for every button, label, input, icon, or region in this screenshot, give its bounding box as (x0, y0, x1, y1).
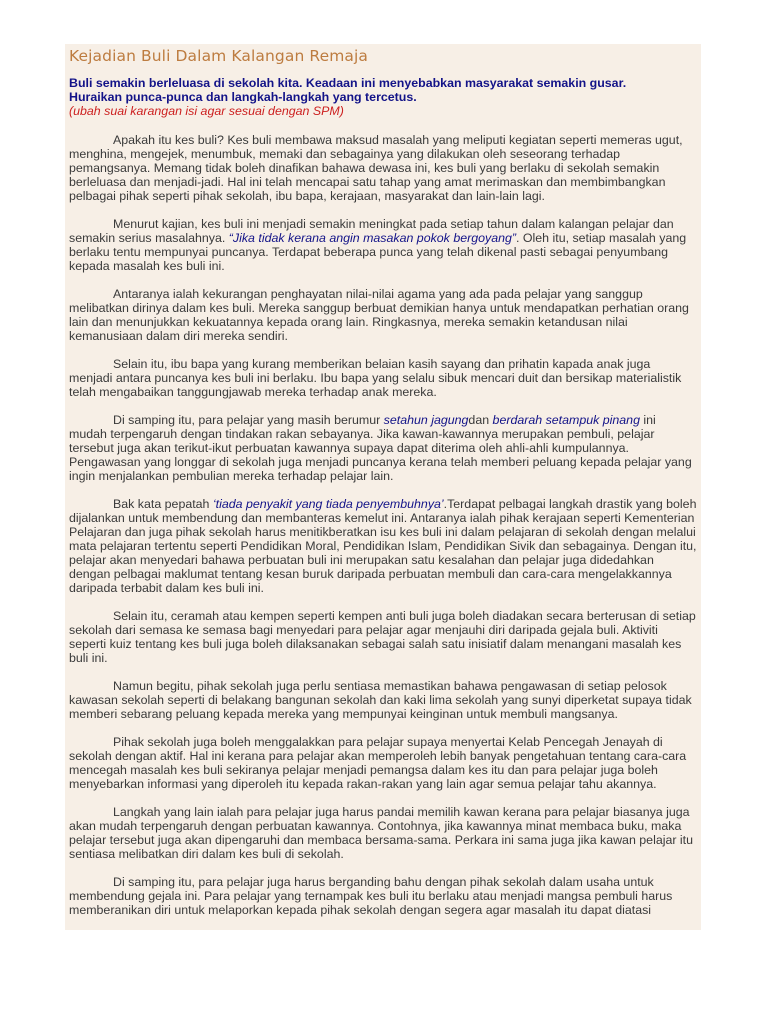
paragraph-10: Langkah yang lain ialah para pelajar juga harus pandai memilih kawan kerana para pelajar biasanya juga akan mudah terpengaruh dengan perbuatan kawannya. Contohnya, jika kawannya minat membaca buku, maka pelajar tersebut juga akan dipengaruhi dan membaca bersama-sama. Perkara ini sama juga jika kawan pelajar itu sentiasa melibatkan diri dalam kes buli di sekolah. (69, 805, 694, 861)
paragraph-2-text-b: . Oleh itu, setiap masalah yang berlaku tentu mempunyai puncanya. Terdapat beberapa punca yang telah dikenal pasti sebagai penyumbang kepada masalah kes buli ini. (69, 231, 687, 273)
paragraph-5-quote-2: berdarah setampuk pinang (492, 413, 640, 427)
paragraph-9: Pihak sekolah juga boleh menggalakkan para pelajar supaya menyertai Kelab Pencegah Jenayah di sekolah dengan aktif. Hal ini kerana para pelajar akan memperoleh lebih banyak pengetahuan tentang cara-cara mencegah masalah kes buli sekiranya pelajar menjadi pemangsa dalam kes itu dan para pelajar juga boleh menyebarkan informasi yang diperoleh itu kepada rakan-rakan yang lain agar semua pelajar tahu akannya. (69, 735, 687, 791)
paragraph-5 (69, 413, 697, 483)
paragraph-5-text-c: ini mudah terpengaruh dengan tindakan rakan sebayanya. Jika kawan-kawannya merupakan pembuli, pelajar tersebut juga akan terikut-ikut perbuatan kawannya supaya dapat diterima oleh ahli-ahli kumpulannya. Pengawasan yang longgar di sekolah juga menjadi puncanya kerana telah memberi peluang kepada pelajar yang ingin menjalankan pembulian mereka terhadap pelajar lain. (69, 413, 692, 483)
paragraph-2-quote: “Jika tidak kerana angin masakan pokok bergoyang” (228, 231, 516, 245)
paragraph-2 (69, 217, 697, 273)
paragraph-7: Selain itu, ceramah atau kempen seperti kempen anti buli juga boleh diadakan secara berterusan di setiap sekolah dari semasa ke semasa bagi menyedari para pelajar agar menjauhi diri daripada gejala buli. Aktiviti seperti kuiz tentang kes buli juga boleh dilaksanakan sebagai salah satu inisiatif dalam menangani masalah kes buli ini. (69, 609, 696, 665)
essay-question-line-1: Buli semakin berleluasa di sekolah kita. Keadaan ini menyebabkan masyarakat semakin gusar. (69, 76, 627, 90)
paragraph-5-quote-1: setahun jagung (383, 413, 469, 427)
essay-question (69, 76, 697, 104)
essay-note: (ubah suai karangan isi agar sesuai dengan SPM) (69, 104, 344, 118)
paragraph-6-text-b: .Terdapat pelbagai langkah drastik yang boleh dijalankan untuk membendung dan membanteras kemelut ini. Antaranya ialah pihak kerajaan seperti Kementerian Pelajaran dan juga pihak sekolah harus menitikberatkan isu kes buli ini dalam pelajaran di sekolah dengan melalui mata pelajaran tertentu seperti Pendidikan Moral, Pendidikan Islam, Pendidikan Sivik dan sebagainya. Dengan itu, pelajar akan menyedari bahawa perbuatan buli ini merupakan satu kesalahan dan pelajar juga didedahkan dengan pelbagai maklumat tentang kesan buruk daripada perbuatan membuli dan cara-cara mengelakkannya daripada terbabit dalam kes buli ini. (69, 497, 697, 595)
article-title: Kejadian Buli Dalam Kalangan Remaja (69, 47, 369, 65)
paragraph-4: Selain itu, ibu bapa yang kurang memberikan belaian kasih sayang dan prihatin kapada anak juga menjadi antara puncanya kes buli ini berlaku. Ibu bapa yang selalu sibuk mencari duit dan bersikap materialistik telah mengabaikan tanggungjawab mereka terhadap anak mereka. (69, 357, 682, 399)
article-page (65, 44, 701, 930)
paragraph-2-text-a: Menurut kajian, kes buli ini menjadi semakin meningkat pada setiap tahun dalam kalangan pelajar dan semakin serius masalahnya. (69, 217, 674, 245)
paragraph-6-quote: ‘tiada penyakit yang tiada penyembuhnya’ (212, 497, 444, 511)
paragraph-3: Antaranya ialah kekurangan penghayatan nilai-nilai agama yang ada pada pelajar yang sanggup melibatkan dirinya dalam kes buli. Mereka sanggup berbuat demikian hanya untuk mendapatkan perhatian orang lain dan menunjukkan kekuatannya kepada orang lain. Ringkasnya, mereka semakin ketandusan nilai kemanusiaan dalam diri mereka sendiri. (69, 287, 689, 343)
paragraph-8: Namun begitu, pihak sekolah juga perlu sentiasa memastikan bahawa pengawasan di setiap pelosok kawasan sekolah seperti di belakang bangunan sekolah dan kaki lima sekolah yang sunyi diperketat supaya tidak memberi sebarang peluang kepada mereka yang mempunyai keinginan untuk membuli mangsanya. (69, 679, 692, 721)
paragraph-5-text-b: dan (468, 413, 493, 427)
paragraph-6 (69, 497, 697, 595)
paragraph-6-text-a: Bak kata pepatah (113, 497, 213, 511)
paragraph-5-text-a: Di samping itu, para pelajar yang masih berumur (113, 413, 384, 427)
paragraph-11: Di samping itu, para pelajar juga harus berganding bahu dengan pihak sekolah dalam usaha untuk membendung gejala ini. Para pelajar yang ternampak kes buli itu berlaku atau menjadi mangsa pembuli harus memberanikan diri untuk melaporkan kepada pihak sekolah dengan segera agar masalah itu dapat diatasi (69, 875, 673, 917)
paragraph-1: Apakah itu kes buli? Kes buli membawa maksud masalah yang meliputi kegiatan seperti memeras ugut, menghina, mengejek, menumbuk, memaki dan sebagainya yang dilakukan oleh seseorang terhadap pemangsanya. Memang tidak boleh dinafikan bahawa dewasa ini, kes buli yang berlaku di sekolah semakin berleluasa dan menjadi-jadi. Hal ini telah mencapai satu tahap yang amat merimaskan dan membimbangkan pelbagai pihak seperti pihak sekolah, ibu bapa, kerajaan, masyarakat dan lain-lain lagi. (69, 133, 683, 203)
essay-question-line-2: Huraikan punca-punca dan langkah-langkah yang tercetus. (69, 90, 417, 104)
